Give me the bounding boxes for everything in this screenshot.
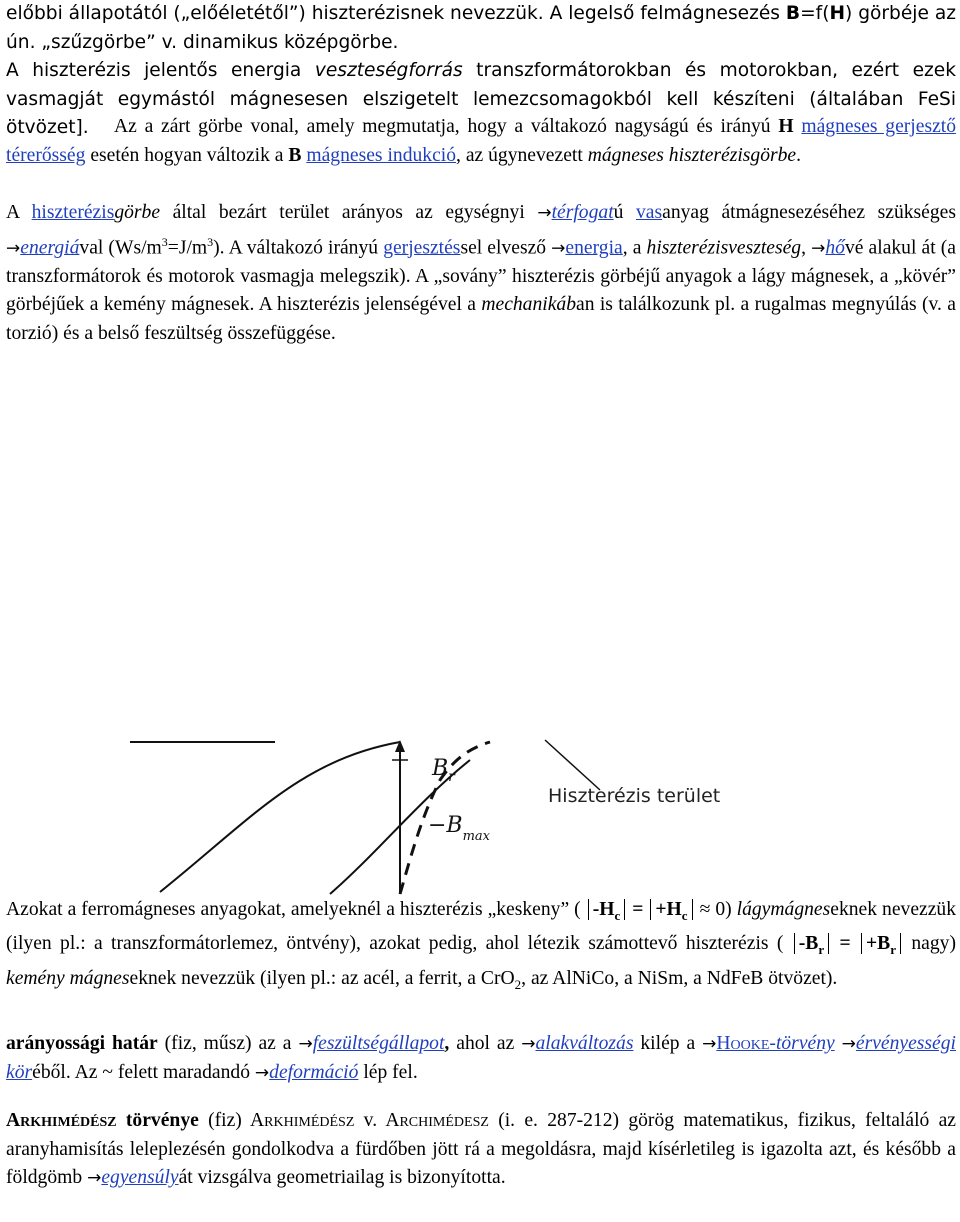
link-ervenyessegi-kor[interactable]: érvényességi kör bbox=[6, 1033, 956, 1083]
link-vas[interactable]: vas bbox=[636, 202, 663, 223]
definition-term: mágneses hiszterézisgörbe bbox=[587, 144, 797, 166]
abs-pos-br: $+B_r$ bbox=[861, 933, 901, 954]
soft-text: nagy) bbox=[903, 933, 956, 955]
entry-term: arányossági határ bbox=[6, 1033, 158, 1054]
hyst-text: ú bbox=[613, 202, 636, 223]
aranyossagi-paragraph bbox=[6, 1030, 956, 1087]
intro-text: ) bbox=[845, 3, 853, 24]
definition-text: . bbox=[796, 144, 802, 166]
arrow-icon: → bbox=[702, 1034, 717, 1054]
name-arkhimedesz: Arkhimédész bbox=[250, 1110, 355, 1131]
entry-text: lép fel. bbox=[358, 1061, 418, 1083]
hyst-italic: mechanikáb bbox=[481, 294, 577, 316]
loop-upper-curve bbox=[160, 742, 400, 892]
entry-text: éből. Az ~ felett maradandó bbox=[32, 1061, 255, 1083]
link-magneses-gerjeszto[interactable]: mágneses gerjesztő térerősség bbox=[6, 116, 957, 166]
soft-text: eknek nevezzük (ilyen pl.: a transzformátorlemez, öntvény), azokat pedig, ahol létezik számottevő hiszterézis ( bbox=[6, 899, 956, 955]
name-archimedesz: Archimédesz bbox=[385, 1110, 489, 1131]
hyst-text: A bbox=[6, 202, 32, 223]
intro-text: görbéje az ún. „szűzgörbe” v. dinamikus középgörbe. bbox=[6, 3, 956, 53]
entry-text: át vizsgálva geometriailag is bizonyította. bbox=[178, 1167, 506, 1188]
hyst-text: vé alakul át (a transzformátorok és motorok vasmagja melegszik). A „sovány” hiszterézis görbéjű anyagok a lágy mágnesek, a „kövér” görbéjűek a kemény mágnesek. A hiszterézis jelenségével a bbox=[6, 237, 956, 316]
link-ho[interactable]: hő bbox=[825, 237, 845, 259]
label-neg-bmax: $-B_{max}$ bbox=[428, 813, 491, 844]
abs-neg-br: $-B_r$ bbox=[794, 933, 829, 954]
hyst-italic: hiszterézisveszteség bbox=[646, 237, 802, 259]
entry-text: , bbox=[444, 1033, 450, 1054]
b-symbol: B bbox=[288, 144, 302, 166]
definition-text: , az úgynevezett bbox=[456, 144, 588, 166]
link-alakvaltozas[interactable]: alakváltozás bbox=[535, 1033, 634, 1054]
hyst-text: ). A váltakozó irányú bbox=[213, 237, 384, 259]
hyst-text: által bezárt terület arányos az egységnyi bbox=[160, 202, 538, 223]
superscript: 3 bbox=[207, 234, 214, 249]
hysteresis-area-leader bbox=[545, 740, 600, 790]
hyst-italic: görbe bbox=[114, 202, 161, 223]
arkhimedesz-paragraph bbox=[6, 1107, 956, 1193]
hyst-text: anyag átmágnesezéséhez szükséges bbox=[662, 202, 956, 223]
hyst-text: val (Ws/m bbox=[79, 237, 162, 259]
link-feszultsegallapot[interactable]: feszültségállapot bbox=[312, 1033, 445, 1054]
arrow-icon: → bbox=[537, 203, 552, 223]
entry-text: (i. e. 287-212) görög matematikus, fizikus, feltaláló az aranyhamisítás leleplezésén gondolkodva a fürdőben jött rá a megoldásra, majd kísérletileg is igazolta azt, és később a földgömb bbox=[6, 1110, 956, 1188]
abs-neg-hc: $-H_c$ bbox=[588, 899, 626, 920]
arrow-icon: → bbox=[551, 238, 566, 259]
arrow-icon: → bbox=[298, 1034, 313, 1054]
intro-text: A hiszterézis jelentős energia bbox=[6, 60, 315, 81]
definition-text: Az a zárt görbe vonal, amely megmutatja, hogy a váltakozó nagyságú és irányú bbox=[114, 116, 779, 137]
entry-text bbox=[835, 1033, 842, 1054]
equals-sign: = bbox=[831, 933, 860, 955]
arrow-icon: → bbox=[811, 238, 826, 259]
link-hooke[interactable]: Hooke-törvény bbox=[716, 1033, 835, 1054]
intro-h-symbol: H bbox=[829, 3, 846, 24]
entry-text: ahol az bbox=[449, 1033, 522, 1054]
intro-text: =f( bbox=[800, 3, 830, 24]
link-energia[interactable]: energiá bbox=[20, 237, 80, 259]
soft-text: eknek nevezzük (ilyen pl.: az acél, a ferrit, a CrO bbox=[129, 967, 515, 989]
subscript: 2 bbox=[514, 976, 522, 992]
label-br: $B_r$ bbox=[432, 756, 455, 785]
entry-term-arkhimedesz: Arkhimédész törvénye bbox=[6, 1110, 199, 1131]
soft-italic: lágymágnes bbox=[736, 899, 831, 920]
link-hiszterezis[interactable]: hiszterézis bbox=[31, 202, 115, 223]
link-energia-2[interactable]: energia bbox=[565, 237, 623, 259]
soft-text: ≈ 0) bbox=[694, 899, 737, 920]
intro-text: előbbi állapotától („előéletétől”) hiszterézisnek nevezzük. A legelső felmágnesezés bbox=[6, 3, 786, 24]
arrow-icon: → bbox=[87, 1168, 102, 1188]
entry-text: v. bbox=[354, 1110, 386, 1131]
equals-sign: = bbox=[627, 899, 649, 920]
hyst-text: , bbox=[801, 237, 812, 259]
entry-text: kilép a bbox=[633, 1033, 703, 1054]
superscript: 3 bbox=[161, 234, 168, 249]
intro-b-symbol: B bbox=[785, 3, 801, 24]
intro-text: transzformátorokban és motorokban, ezért ezek vasmagját egymástól mágnesesen elszigetelt lemezcsomagokból kell készíteni (általában FeSi ötvözet]. bbox=[6, 60, 956, 138]
entry-text: (fiz, műsz) az a bbox=[157, 1033, 299, 1054]
link-deformacio[interactable]: deformáció bbox=[269, 1061, 359, 1083]
soft-text: Azokat a ferromágneses anyagokat, amelyeknél a hiszterézis „keskeny” ( bbox=[6, 899, 586, 920]
arrow-icon: → bbox=[841, 1034, 856, 1054]
abs-pos-hc: $+H_c$ bbox=[650, 899, 692, 920]
hyst-text: =J/m bbox=[167, 237, 208, 259]
arrow-icon: → bbox=[521, 1034, 536, 1054]
entry-text: (fiz) bbox=[198, 1110, 251, 1131]
definition-text: esetén hogyan változik a bbox=[85, 144, 289, 166]
link-terfogat[interactable]: térfogat bbox=[551, 202, 614, 223]
hyst-text: , a bbox=[622, 237, 647, 259]
link-gerjesztes[interactable]: gerjesztés bbox=[383, 237, 461, 259]
arrow-icon: → bbox=[6, 238, 21, 259]
hyst-text: sel elvesző bbox=[460, 237, 552, 259]
link-egyensuly[interactable]: egyensúly bbox=[101, 1167, 179, 1188]
h-symbol: H bbox=[778, 116, 794, 137]
soft-text: , az AlNiCo, a NiSm, a NdFeB ötvözet). bbox=[521, 967, 838, 989]
label-hysteresis-area: Hiszterézis terület bbox=[548, 785, 721, 807]
link-magneses-indukcio[interactable]: mágneses indukció bbox=[306, 144, 457, 166]
soft-italic: kemény mágnes bbox=[6, 967, 130, 989]
hyst-text: an is találkozunk pl. a rugalmas megnyúlás (v. a torzió) és a belső feszültség összefüggése. bbox=[6, 294, 956, 344]
soft-magnet-paragraph bbox=[6, 896, 956, 999]
intro-italic: veszteségforrás bbox=[314, 60, 463, 81]
arrow-icon: → bbox=[254, 1062, 270, 1083]
